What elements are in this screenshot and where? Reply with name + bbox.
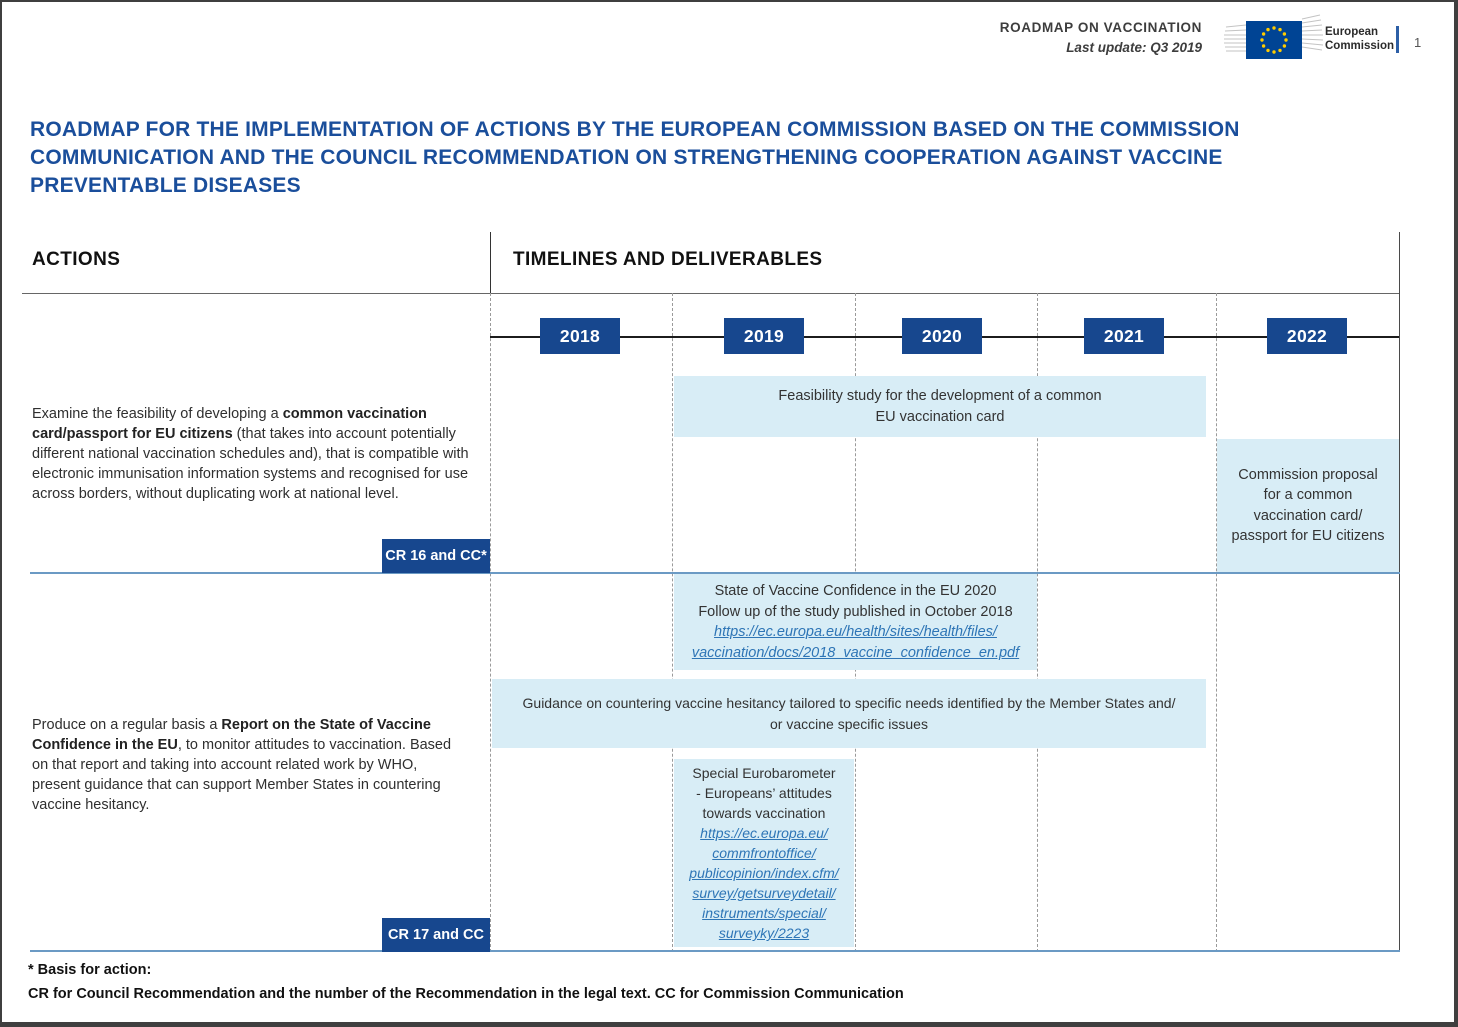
deliverable-text-line: or vaccine specific issues — [770, 715, 928, 732]
gridline-2021-2022 — [1216, 293, 1217, 952]
actions-column-header: ACTIONS — [32, 249, 121, 270]
logo-wordmark — [1325, 25, 1394, 53]
european-commission-logo — [1224, 13, 1324, 70]
timeline-year-2018: 2018 — [540, 318, 620, 354]
gridline-2018-2019 — [672, 293, 673, 952]
table-right-border — [1399, 232, 1400, 952]
link-text-line[interactable]: publicopinion/index.cfm/ — [689, 865, 839, 881]
timelines-column-header: TIMELINES AND DELIVERABLES — [513, 249, 823, 270]
deliverable-special-eurobarometer — [674, 759, 854, 947]
link-text-line[interactable]: commfrontoffice/ — [712, 845, 816, 861]
action-text-segment: , to monitor attitudes to vaccination. Based on that report and taking into account related work by WHO, present guidance that can support Member States in countering vaccine hesitancy. — [32, 737, 452, 813]
deliverable-text-line: EU vaccination card — [875, 408, 1005, 425]
deliverable-text-line: for a common — [1263, 487, 1353, 503]
basis-label-cr16: CR 16 and CC* — [382, 539, 490, 573]
page-title-line: ROADMAP FOR THE IMPLEMENTATION OF ACTIONS BY THE EUROPEAN COMMISSION BASED ON THE COMMISSION — [30, 118, 1240, 141]
action-text-vaccination-card — [32, 404, 469, 504]
action-text-vaccine-confidence — [32, 715, 469, 815]
page-number: 1 — [1414, 35, 1422, 50]
eu-flag-icon — [1224, 13, 1324, 65]
deliverable-text-line: vaccination card/ — [1253, 507, 1363, 524]
deliverable-text-line: Follow up of the study published in October 2018 — [698, 603, 1013, 620]
document-label: ROADMAP ON VACCINATION — [999, 20, 1202, 35]
eurobarometer-survey-link[interactable] — [689, 823, 838, 943]
row-separator-2 — [30, 950, 1400, 952]
deliverable-text-line: State of Vaccine Confidence in the EU 2020 — [714, 583, 997, 599]
action-text-bold: common vaccination card/passport for EU citizens — [32, 406, 427, 442]
deliverable-vaccine-confidence-report — [674, 574, 1037, 670]
deliverable-text-line: Special Eurobarometer — [692, 765, 836, 781]
timeline-year-2020: 2020 — [902, 318, 982, 354]
action-text-segment: Examine the feasibility of developing a — [32, 406, 283, 422]
link-text-line[interactable]: https://ec.europa.eu/ — [700, 825, 828, 841]
timeline-year-2022: 2022 — [1267, 318, 1347, 354]
deliverable-text-line: Guidance on countering vaccine hesitancy tailored to specific needs identified by the Member States and/ — [522, 695, 1176, 711]
deliverable-text-line: Feasibility study for the development of a common — [778, 388, 1102, 404]
action-text-segment: Produce on a regular basis a — [32, 717, 222, 733]
logo-word-commission: Commission — [1325, 40, 1395, 52]
deliverable-guidance-hesitancy — [492, 679, 1206, 748]
header-underline — [22, 293, 1400, 294]
document-header — [1000, 20, 1202, 55]
timeline-year-2021: 2021 — [1084, 318, 1164, 354]
vaccine-confidence-report-link[interactable] — [692, 622, 1019, 663]
page-title-line: COMMUNICATION AND THE COUNCIL RECOMMENDATION ON STRENGTHENING COOPERATION AGAINST VACCINE — [30, 146, 1223, 169]
link-text-line[interactable]: vaccination/docs/2018_vaccine_confidence_en.pdf — [691, 644, 1020, 661]
header-column-divider — [490, 232, 491, 293]
deliverable-commission-proposal — [1217, 439, 1399, 572]
deliverable-text-line: - Europeans’ attitudes — [696, 785, 832, 801]
footnote-basis-heading: * Basis for action: — [28, 962, 152, 978]
deliverable-text-line: towards vaccination — [702, 805, 826, 821]
link-text-line[interactable]: https://ec.europa.eu/health/sites/health/files/ — [714, 624, 997, 640]
link-text-line[interactable]: surveyky/2223 — [718, 925, 810, 941]
link-text-line[interactable]: survey/getsurveydetail/ — [692, 885, 836, 901]
deliverable-feasibility-study — [674, 376, 1206, 437]
footnote-basis-text: CR for Council Recommendation and the number of the Recommendation in the legal text. CC for Commission Communication — [28, 986, 904, 1002]
page-title — [30, 116, 1240, 200]
basis-label-cr17: CR 17 and CC — [382, 918, 490, 952]
page-title-line: PREVENTABLE DISEASES — [30, 174, 301, 197]
deliverable-text-line: passport for EU citizens — [1231, 528, 1385, 544]
last-update-text: Last update: Q3 2019 — [1066, 40, 1202, 55]
action-text-bold: Report on the State of Vaccine Confidence in the EU — [32, 717, 431, 753]
timeline-year-2019: 2019 — [724, 318, 804, 354]
link-text-line[interactable]: instruments/special/ — [702, 905, 826, 921]
logo-divider-bar — [1396, 26, 1399, 53]
deliverable-text-line: Commission proposal — [1238, 466, 1378, 483]
action-text-segment: (that takes into account potentially different national vaccination schedules and), that is compatible with electronic immunisation information systems and recognised for use across borders, without duplicating work at national level. — [32, 426, 469, 502]
gridline-actions-divider — [490, 293, 491, 952]
logo-word-european: European — [1325, 26, 1379, 38]
